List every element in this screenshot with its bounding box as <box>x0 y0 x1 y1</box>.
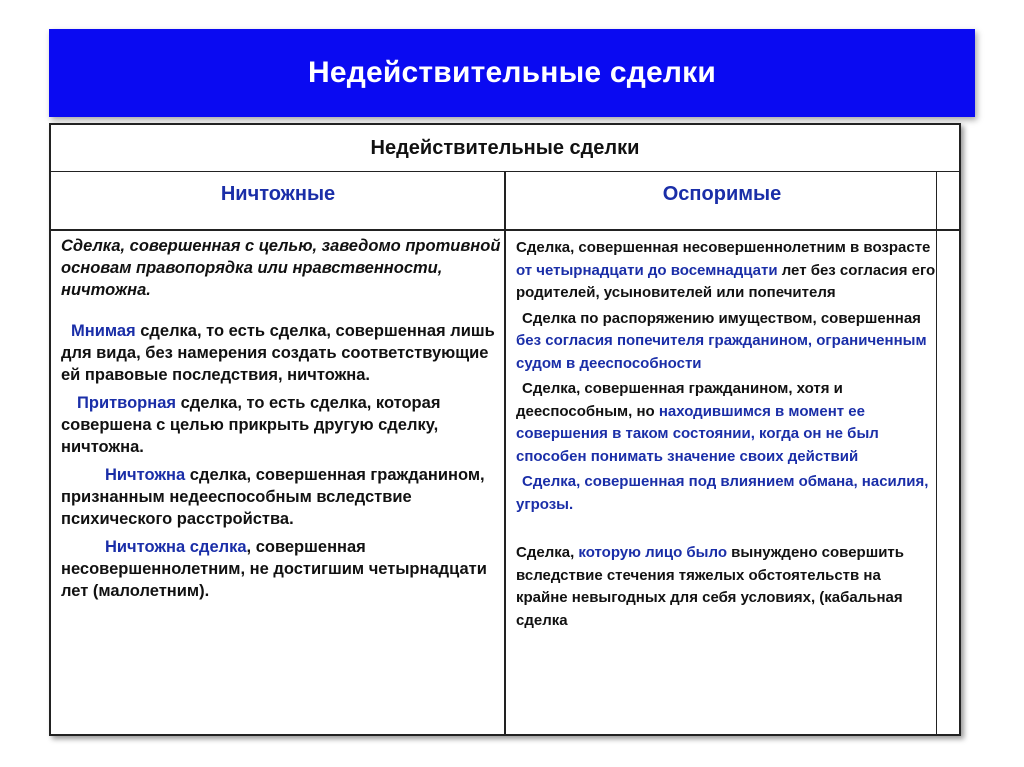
column-header-void: Ничтожные <box>220 182 336 205</box>
voidable-item-3: Сделка, совершенная гражданином, хотя и дееспособным, но находившимся в момент ее совершения в таком состоянии, когда он не был способен понимать значение своих действий <box>516 380 879 465</box>
voidable-item-2: Сделка по распоряжению имуществом, совершенная без согласия попечителя гражданином, ограниченным судом в дееспособности <box>516 309 927 372</box>
empty-narrow-column <box>936 171 959 734</box>
void-item-4: Ничтожна сделка, совершенная гражданином, признанным недееспособным вследствие психического расстройства. <box>61 466 485 528</box>
column-header-voidable: Оспоримые <box>662 182 782 205</box>
column-divider <box>504 171 506 734</box>
voidable-deals-cell <box>516 237 936 632</box>
slide-banner <box>49 29 975 117</box>
void-deals-cell <box>61 235 501 602</box>
void-item-3: Притворная сделка, то есть сделка, которая совершена с целью прикрыть другую сделку, ничтожна. <box>61 394 441 456</box>
void-item-1: Сделка, совершенная с целью, заведомо противной основам правопорядка или нравственности, ничтожна. <box>61 237 501 299</box>
voidable-item-5: Сделка, которую лицо было вынуждено совершить вследствие стечения тяжелых обстоятельств на крайне невыгодных для себя условиях, (кабальная сделка <box>516 544 904 629</box>
slide-title: Недействительные сделки <box>308 56 716 89</box>
void-item-5: Ничтожна сделка, совершенная несовершеннолетним, не достигшим четырнадцати лет (малолетним). <box>61 538 487 600</box>
voidable-item-4: Сделка, совершенная под влиянием обмана, насилия, угрозы. <box>516 473 929 513</box>
voidable-item-1: Сделка, совершенная несовершеннолетним в возрасте от четырнадцати до восемнадцати лет без согласия его родителей, усыновителей или попечителя <box>516 239 936 301</box>
table-title: Недействительные сделки <box>51 125 959 172</box>
void-item-2: Мнимая сделка, то есть сделка, совершенная лишь для вида, без намерения создать соответствующие ей правовые последствия, ничтожна. <box>61 322 495 384</box>
comparison-table <box>49 123 961 736</box>
